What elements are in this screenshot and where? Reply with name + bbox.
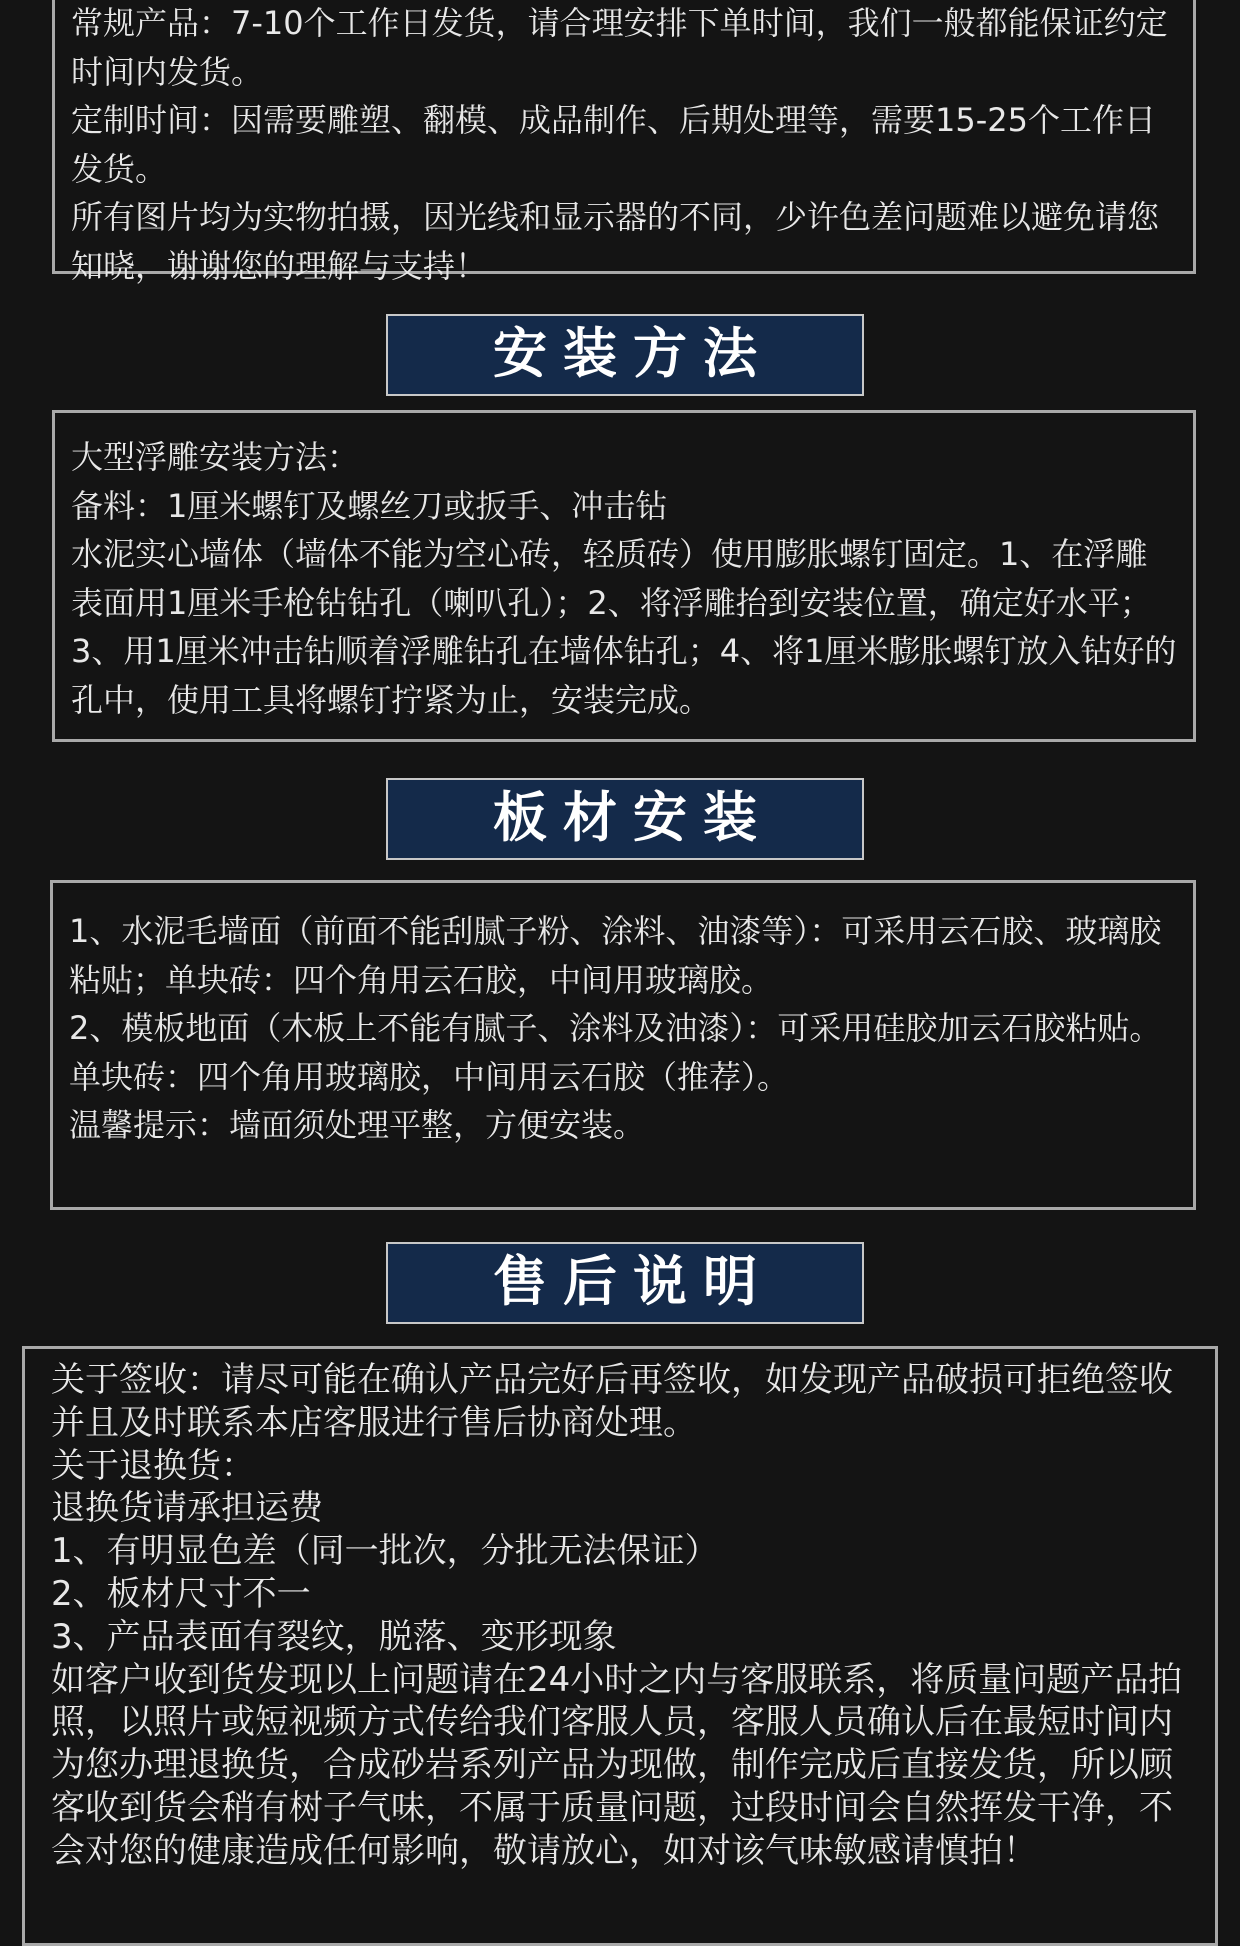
after-sales-signing: 关于签收：请尽可能在确认产品完好后再签收，如发现产品破损可拒绝签收并且及时联系本店客服进行售后协商处理。 (51, 1360, 1173, 1443)
after-sales-header: 售后说明 (386, 1242, 864, 1324)
shipping-notice-box (52, 0, 1196, 285)
install-method-header: 安装方法 (386, 314, 864, 396)
board-cement-wall: 1、水泥毛墙面（前面不能刮腻子粉、涂料、油漆等）：可采用云石胶、玻璃胶粘贴；单块砖：四个角用云石胶，中间用玻璃胶。 (69, 912, 1162, 999)
board-tip: 温馨提示：墙面须处理平整，方便安装。 (69, 1106, 646, 1144)
install-method-box (52, 410, 1196, 742)
install-steps: 水泥实心墙体（墙体不能为空心砖，轻质砖）使用膨胀螺钉固定。1、在浮雕表面用1厘米手枪钻钻孔（喇叭孔）；2、将浮雕抬到安装位置，确定好水平；3、用1厘米冲击钻顺着浮雕钻孔在墙体钻孔；4、将1厘米膨胀螺钉放入钻好的孔中，使用工具将螺钉拧紧为止，安装完成。 (71, 535, 1177, 719)
after-sales-item-2: 2、板材尺寸不一 (51, 1573, 311, 1614)
after-sales-details: 如客户收到货发现以上问题请在24小时之内与客服联系，将质量问题产品拍照，以照片或短视频方式传给我们客服人员，客服人员确认后在最短时间内为您办理退换货，合成砂岩系列产品为现做，制作完成后直接发货，所以顾客收到货会稍有树子气味，不属于质量问题，过段时间会自然挥发干净，不会对您的健康造成任何影响，敬请放心，如对该气味敏感请慎拍！ (51, 1659, 1183, 1871)
after-sales-returns-heading: 关于退换货： (51, 1445, 255, 1486)
install-intro: 大型浮雕安装方法： (71, 438, 360, 476)
after-sales-item-1: 1、有明显色差（同一批次，分批无法保证） (51, 1531, 719, 1572)
notice-regular-products: 常规产品：7-10个工作日发货，请合理安排下单时间，我们一般都能保证约定时间内发货。 (71, 4, 1168, 91)
after-sales-box (22, 1346, 1218, 1946)
board-install-box (50, 880, 1196, 1210)
after-sales-item-3: 3、产品表面有裂纹，脱落、变形现象 (51, 1616, 617, 1657)
notice-color-difference: 所有图片均为实物拍摄，因光线和显示器的不同，少许色差问题难以避免请您知晓，谢谢您的理解与支持！ (71, 198, 1160, 285)
notice-custom-time: 定制时间：因需要雕塑、翻模、成品制作、后期处理等，需要15-25个工作日发货。 (71, 101, 1156, 188)
board-install-header: 板材安装 (386, 778, 864, 860)
install-materials: 备料：1厘米螺钉及螺丝刀或扳手、冲击钻 (71, 486, 668, 525)
after-sales-shipping-cost: 退换货请承担运费 (51, 1488, 323, 1529)
board-template-floor: 2、模板地面（木板上不能有腻子、涂料及油漆）：可采用硅胶加云石胶粘贴。单块砖：四个角用玻璃胶，中间用云石胶（推荐）。 (69, 1009, 1162, 1096)
